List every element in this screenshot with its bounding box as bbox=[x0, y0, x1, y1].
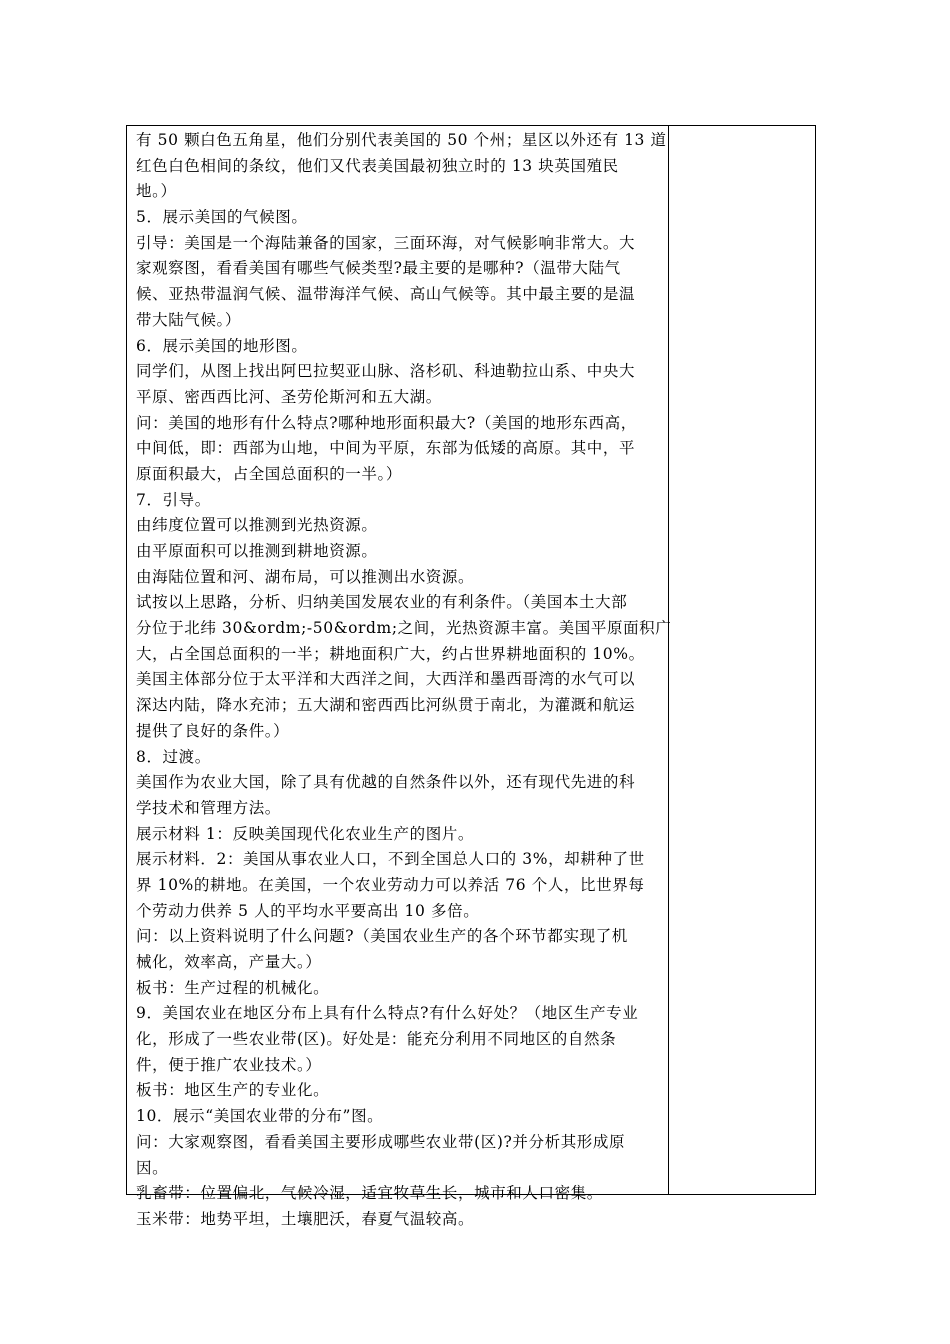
text-line: 原面积最大，占全国总面积的一半。） bbox=[136, 464, 402, 483]
text-line: 个劳动力供养 5 人的平均水平要高出 10 多倍。 bbox=[136, 901, 480, 920]
text-line: 乳畜带：位置偏北，气候冷湿，适宜牧草生长，城市和人口密集。 bbox=[136, 1184, 603, 1203]
text-line: 大，占全国总面积的一半；耕地面积广大，约占世界耕地面积的 10%。 bbox=[136, 644, 645, 663]
text-line: 问：以上资料说明了什么问题?（美国农业生产的各个环节都实现了机 bbox=[136, 927, 628, 946]
text-line: 板书：地区生产的专业化。 bbox=[136, 1081, 330, 1100]
text-line: 由海陆位置和河、湖布局，可以推测出水资源。 bbox=[136, 567, 475, 586]
text-line: 由平原面积可以推测到耕地资源。 bbox=[136, 542, 378, 560]
text-line: 平原、密西西比河、圣劳伦斯河和五大湖。 bbox=[136, 387, 442, 406]
text-line: 提供了良好的条件。） bbox=[136, 721, 290, 740]
text-line: 8．过渡。 bbox=[136, 747, 211, 766]
text-line: 由纬度位置可以推测到光热资源。 bbox=[136, 516, 378, 535]
text-line: 9．美国农业在地区分布上具有什么特点?有什么好处？（地区生产专业 bbox=[136, 1004, 639, 1023]
text-line: 化，形成了一些农业带(区)。好处是：能充分利用不同地区的自然条 bbox=[136, 1030, 617, 1049]
text-line: 展示材料．2：美国从事农业人口，不到全国总人口的 3%，却耕种了世 bbox=[136, 850, 645, 869]
notes-cell bbox=[669, 126, 815, 1194]
text-line: 试按以上思路，分析、归纳美国发展农业的有利条件。（美国本土大部 bbox=[136, 593, 628, 612]
teaching-content-cell bbox=[127, 126, 672, 1228]
text-line: 学技术和管理方法。 bbox=[136, 798, 281, 817]
text-line: 械化，效率高，产量大。） bbox=[136, 953, 322, 971]
text-line: 有 50 颗白色五角星，他们分别代表美国的 50 个州；星区以外还有 13 道 bbox=[136, 131, 667, 149]
text-line: 展示材料 1：反映美国现代化农业生产的图片。 bbox=[136, 824, 474, 843]
text-line: 地。） bbox=[136, 182, 177, 201]
text-line: 同学们，从图上找出阿巴拉契亚山脉、洛杉矶、科迪勒拉山系、中央大 bbox=[136, 362, 636, 381]
text-line: 分位于北纬 30&ordm;-50&ordm;之间，光热资源丰富。美国平原面积广 bbox=[136, 619, 672, 638]
text-line: 6．展示美国的地形图。 bbox=[136, 336, 308, 355]
text-line: 家观察图，看看美国有哪些气候类型?最主要的是哪种?（温带大陆气 bbox=[136, 259, 621, 278]
text-line: 中间低，即：西部为山地，中间为平原，东部为低矮的高原。其中，平 bbox=[136, 439, 636, 458]
text-line: 玉米带：地势平坦，土壤肥沃，春夏气温较高。 bbox=[136, 1209, 475, 1228]
text-line: 界 10%的耕地。在美国，一个农业劳动力可以养活 76 个人，比世界每 bbox=[136, 875, 645, 894]
text-line: 因。 bbox=[136, 1158, 169, 1177]
text-line: 件，便于推广农业技术。） bbox=[136, 1055, 322, 1074]
text-line: 7．引导。 bbox=[136, 490, 211, 509]
text-line: 板书：生产过程的机械化。 bbox=[136, 978, 330, 997]
text-line: 深达内陆，降水充沛；五大湖和密西西比河纵贯于南北，为灌溉和航运 bbox=[136, 696, 636, 715]
text-line: 10．展示“美国农业带的分布”图。 bbox=[136, 1107, 384, 1126]
text-line: 引导：美国是一个海陆兼备的国家，三面环海，对气候影响非常大。大 bbox=[136, 233, 636, 252]
text-line: 问：美国的地形有什么特点?哪种地形面积最大?（美国的地形东西高， bbox=[136, 413, 637, 432]
text-line: 美国主体部分位于太平洋和大西洋之间，大西洋和墨西哥湾的水气可以 bbox=[136, 670, 636, 689]
text-line: 问：大家观察图，看看美国主要形成哪些农业带(区)?并分析其形成原 bbox=[136, 1132, 626, 1151]
text-line: 5．展示美国的气候图。 bbox=[136, 208, 308, 227]
text-line: 带大陆气候。） bbox=[136, 310, 241, 329]
text-line: 美国作为农业大国，除了具有优越的自然条件以外，还有现代先进的科 bbox=[136, 773, 636, 792]
lesson-table bbox=[126, 125, 816, 1228]
text-line: 候、亚热带温润气候、温带海洋气候、高山气候等。其中最主要的是温 bbox=[136, 285, 636, 304]
text-line: 红色白色相间的条纹，他们又代表美国最初独立时的 13 块英国殖民 bbox=[136, 156, 619, 175]
